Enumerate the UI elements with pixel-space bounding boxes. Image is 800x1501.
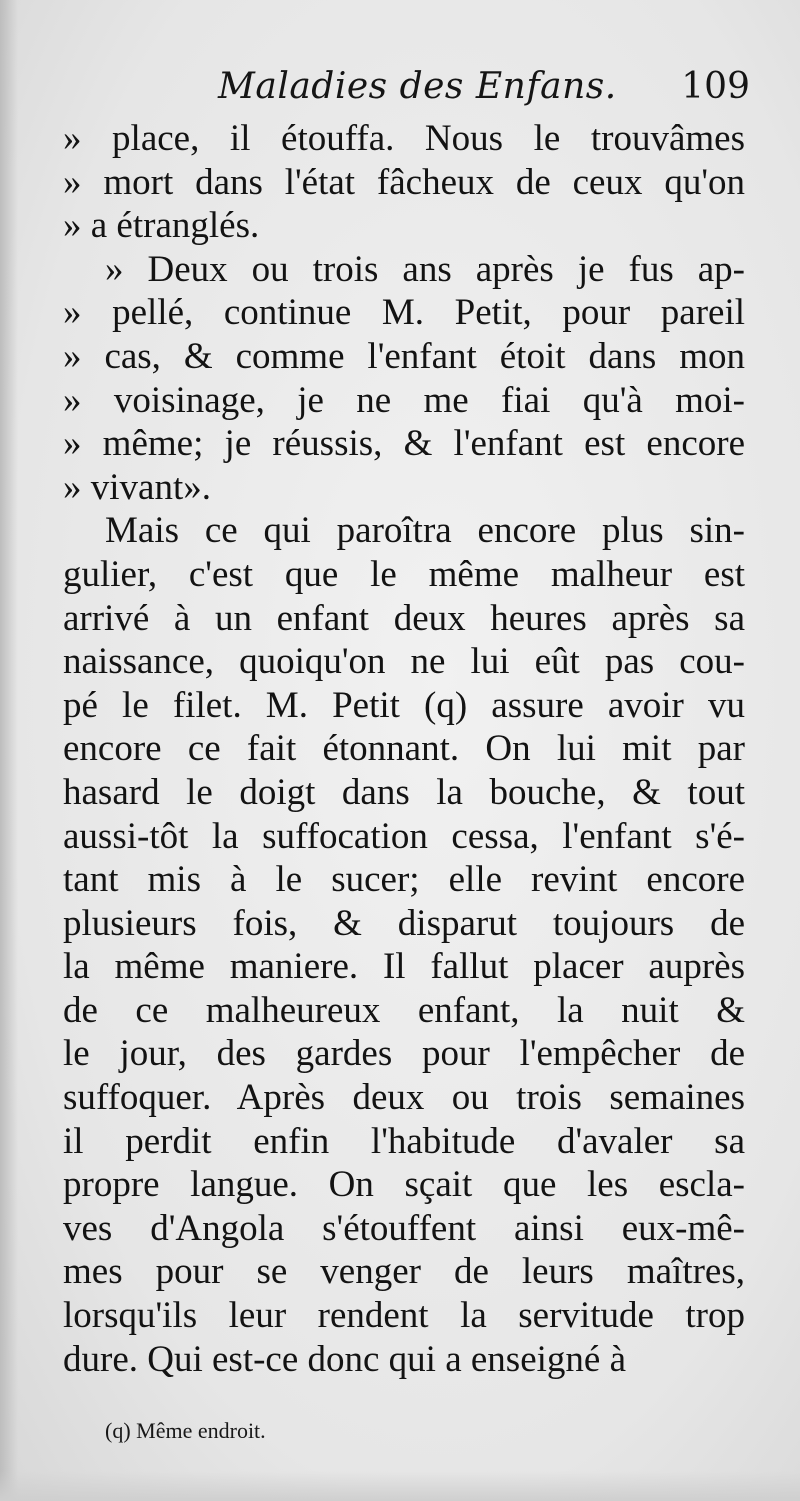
text-line: » a étranglés. xyxy=(63,205,260,247)
text-line: » pellé, continue M. Petit, pour pareil xyxy=(63,292,745,334)
text-line: il perdit enfin l'habitude d'avaler sa xyxy=(63,1120,745,1162)
footnote: (q) Même endroit. xyxy=(105,1418,266,1443)
text-line: la même maniere. Il fallut placer auprès xyxy=(63,946,745,988)
text-line: naissance, quoiqu'on ne lui eût pas cou- xyxy=(63,641,745,683)
text-line: » voisinage, je ne me fiai qu'à moi- xyxy=(63,379,745,421)
text-line: de ce malheureux enfant, la nuit & xyxy=(63,989,745,1031)
body-text xyxy=(63,117,745,1381)
page-number: 109 xyxy=(681,66,750,107)
text-line: » place, il étouffa. Nous le trouvâmes xyxy=(63,118,745,159)
text-line: lorsqu'ils leur rendent la servitude trop xyxy=(63,1295,745,1337)
text-line: » cas, & comme l'enfant étoit dans mon xyxy=(63,335,745,377)
text-line: » Deux ou trois ans après je fus ap- xyxy=(105,248,745,290)
text-line: dure. Qui est-ce donc qui a enseigné à xyxy=(63,1338,627,1380)
text-line: Mais ce qui paroîtra encore plus sin- xyxy=(105,510,745,552)
text-line: propre langue. On sçait que les escla- xyxy=(63,1164,745,1206)
text-line: aussi-tôt la suffocation cessa, l'enfant s'é- xyxy=(63,815,745,857)
text-line: » mort dans l'état fâcheux de ceux qu'on xyxy=(63,161,745,203)
running-title: Maladies des Enfans. xyxy=(218,66,617,107)
text-line: arrivé à un enfant deux heures après sa xyxy=(63,597,745,639)
text-line: tant mis à le sucer; elle revint encore xyxy=(63,859,745,901)
text-line: plusieurs fois, & disparut toujours de xyxy=(63,902,745,944)
text-line: ves d'Angola s'étouffent ainsi eux-mê- xyxy=(63,1207,745,1249)
text-line: » vivant». xyxy=(63,466,211,508)
page-bottom-shadow xyxy=(0,1471,800,1501)
page-edge-shadow xyxy=(0,0,18,1501)
text-line: le jour, des gardes pour l'empêcher de xyxy=(63,1033,745,1075)
text-line: suffoquer. Après deux ou trois semaines xyxy=(63,1077,745,1119)
text-line: » même; je réussis, & l'enfant est encore xyxy=(63,423,745,465)
text-line: encore ce fait étonnant. On lui mit par xyxy=(63,728,745,770)
text-line: mes pour se venger de leurs maîtres, xyxy=(63,1251,745,1293)
text-line: pé le filet. M. Petit (q) assure avoir vu xyxy=(63,684,745,726)
running-header xyxy=(210,66,750,120)
text-line: hasard le doigt dans la bouche, & tout xyxy=(63,771,745,813)
text-line: gulier, c'est que le même malheur est xyxy=(63,553,745,595)
